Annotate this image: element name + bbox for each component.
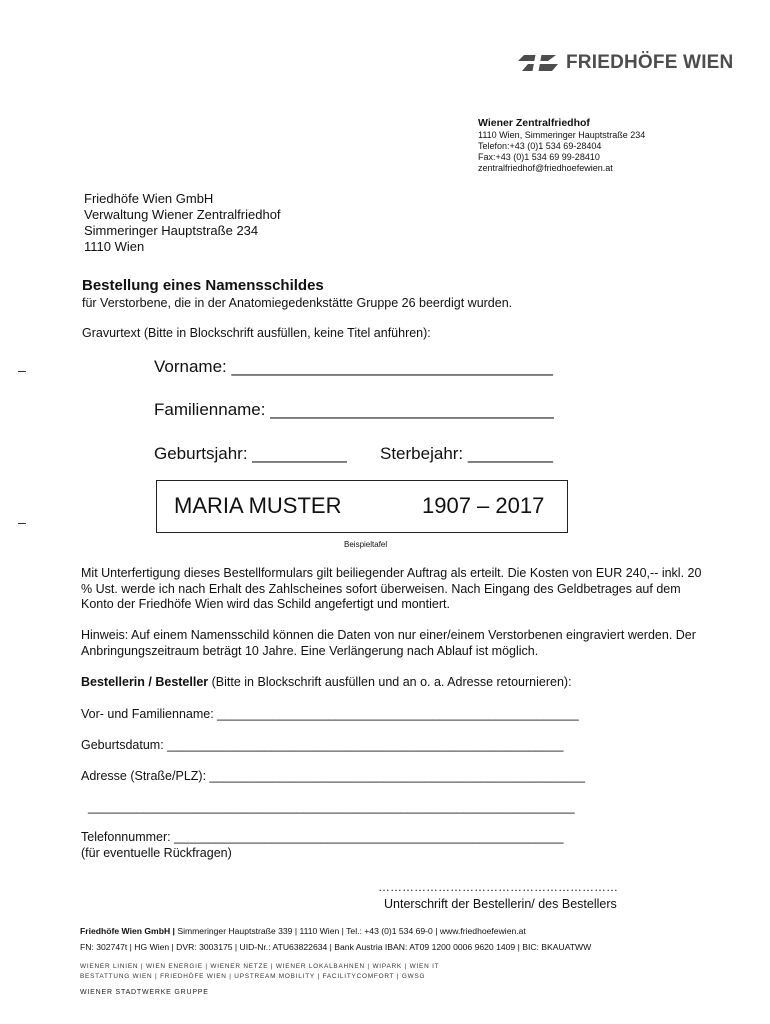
recipient-address bbox=[84, 191, 281, 255]
orderer-address-line2[interactable]: ______________________________________________________________________ bbox=[88, 800, 575, 814]
last-name-field[interactable]: Familienname: ______________________________ bbox=[154, 400, 554, 419]
footer-registry: FN: 302747t | HG Wien | DVR: 3003175 | UID-Nr.: ATU63822634 | Bank Austria IBAN: AT09 1200 0006 9620 1409 | BIC: BKAUATWW bbox=[80, 942, 592, 952]
sender-email: zentralfriedhof@friedhoefewien.at bbox=[478, 163, 613, 173]
recipient-line: 1110 Wien bbox=[84, 239, 145, 254]
sender-fax: Fax:+43 (0)1 534 69 99-28410 bbox=[478, 152, 600, 162]
document-subtitle: für Verstorbene, die in der Anatomiegedenkstätte Gruppe 26 beerdigt wurden. bbox=[82, 296, 513, 310]
first-name-field[interactable]: Vorname: __________________________________ bbox=[154, 357, 553, 376]
orderer-birthdate-field[interactable]: Geburtsdatum: _________________________________________________________ bbox=[81, 738, 564, 752]
sender-name: Wiener Zentralfriedhof bbox=[478, 117, 590, 129]
fold-mark bbox=[18, 523, 26, 524]
fold-mark bbox=[18, 371, 26, 372]
sender-phone: Telefon:+43 (0)1 534 69-28404 bbox=[478, 141, 602, 151]
orderer-name-field[interactable]: Vor- und Familienname: ____________________________________________________ bbox=[81, 707, 579, 721]
footer-company-details: Simmeringer Hauptstraße 339 | 1110 Wien | Tel.: +43 (0)1 534 69-0 | www.friedhoefewien.at bbox=[174, 926, 526, 936]
sample-plate-caption: Beispieltafel bbox=[344, 540, 388, 549]
recipient-line: Verwaltung Wiener Zentralfriedhof bbox=[84, 207, 281, 222]
recipient-line: Friedhöfe Wien GmbH bbox=[84, 191, 214, 206]
footer-company bbox=[80, 926, 526, 936]
note-paragraph: Hinweis: Auf einem Namensschild können die Daten von nur einer/einem Verstorbenen eingraviert werden. Der Anbringungszeitraum beträgt 10 Jahre. Eine Verlängerung nach Ablauf ist möglich. bbox=[81, 628, 696, 658]
orderer-address-field[interactable]: Adresse (Straße/PLZ): ______________________________________________________ bbox=[81, 769, 585, 783]
engraving-instruction: Gravurtext (Bitte in Blockschrift ausfüllen, keine Titel anführen): bbox=[82, 326, 431, 340]
footer-group-line: BESTATTUNG WIEN | FRIEDHÖFE WIEN | UPSTREAM MOBILITY | FACILITYCOMFORT | GWSG bbox=[80, 973, 426, 980]
sender-address bbox=[478, 117, 645, 174]
friedhoefe-wien-logo-icon bbox=[518, 52, 558, 74]
signature-label: Unterschrift der Bestellerin/ des Bestellers bbox=[384, 897, 617, 911]
company-logo bbox=[518, 52, 733, 74]
footer-group-companies bbox=[80, 962, 439, 982]
footer-group-line: WIENER LINIEN | WIEN ENERGIE | WIENER NETZE | WIENER LOKALBAHNEN | WIPARK | WIEN IT bbox=[80, 963, 440, 970]
sender-street: 1110 Wien, Simmeringer Hauptstraße 234 bbox=[478, 130, 646, 140]
footer-group-name: WIENER STADTWERKE GRUPPE bbox=[80, 989, 209, 996]
orderer-phone-field[interactable]: Telefonnummer: ________________________________________________________ bbox=[81, 830, 564, 844]
sample-plate-name: MARIA MUSTER bbox=[174, 493, 342, 518]
recipient-line: Simmeringer Hauptstraße 234 bbox=[84, 223, 259, 238]
orderer-heading-bold: Bestellerin / Besteller bbox=[81, 675, 209, 689]
document-title: Bestellung eines Namensschildes bbox=[82, 277, 324, 294]
birth-year-field[interactable]: Geburtsjahr: __________ bbox=[154, 444, 347, 463]
footer-company-name: Friedhöfe Wien GmbH | bbox=[80, 926, 175, 936]
orderer-phone-hint: (für eventuelle Rückfragen) bbox=[81, 846, 232, 860]
sample-plate bbox=[156, 480, 568, 533]
signature-line[interactable]: …………………………………………………… bbox=[378, 880, 618, 894]
death-year-field[interactable]: Sterbejahr: _________ bbox=[380, 444, 553, 463]
orderer-heading-rest: (Bitte in Blockschrift ausfüllen und an o. a. Adresse retournieren): bbox=[208, 675, 572, 689]
logo-text: FRIEDHÖFE WIEN bbox=[566, 52, 734, 73]
order-paragraph: Mit Unterfertigung dieses Bestellformulars gilt beiliegender Auftrag als erteilt. Die Kosten von EUR 240,-- inkl. 20 % Ust. werde ich nach Erhalt des Zahlscheines sofort überweisen. Nach Eingang des Geldbetrages auf dem Konto der Friedhöfe Wien wird das Schild angefertigt und montiert. bbox=[81, 566, 702, 611]
sample-plate-years: 1907 – 2017 bbox=[422, 493, 545, 518]
orderer-heading bbox=[81, 675, 572, 689]
